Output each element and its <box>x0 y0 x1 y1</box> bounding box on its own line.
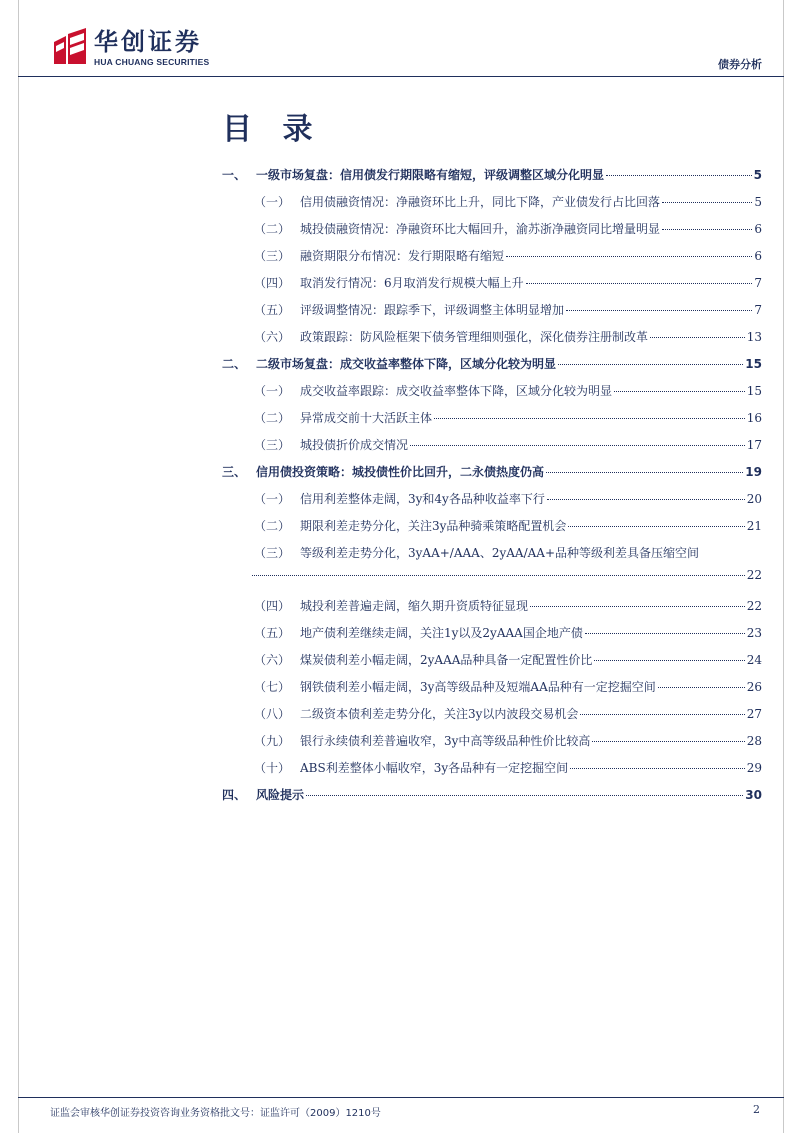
toc-entry-number: （六） <box>254 653 291 667</box>
toc-entry-title: 评级调整情况：跟踪季下，评级调整主体明显增加 <box>300 303 565 317</box>
toc-entry-page: 27 <box>746 707 762 721</box>
footer-divider <box>18 1097 784 1098</box>
toc-entry-page: 6 <box>754 249 762 263</box>
toc-entry-number: （六） <box>254 330 291 344</box>
page-title: 目 录 <box>222 112 323 147</box>
toc-entry-number: （八） <box>254 707 291 721</box>
toc-chapter[interactable] <box>222 355 762 373</box>
toc-entry-number: 四、 <box>222 788 247 802</box>
toc-entry-number: （三） <box>254 249 291 263</box>
toc-leader-dots <box>252 575 745 576</box>
toc-entry-page: 7 <box>754 276 762 290</box>
toc-entry-page: 6 <box>754 222 762 236</box>
toc-entry[interactable] <box>254 247 762 265</box>
toc-entry-number: （二） <box>254 222 291 236</box>
toc-entry-title: 二级市场复盘：成交收益率整体下降，区域分化较为明显 <box>256 357 557 371</box>
toc-leader-dots <box>594 660 744 661</box>
toc-entry[interactable] <box>254 274 762 292</box>
toc-entry-title: 城投债折价成交情况 <box>300 438 409 452</box>
toc-leader-dots <box>434 418 745 419</box>
toc-leader-dots <box>506 256 752 257</box>
toc-entry-page: 28 <box>746 734 762 748</box>
toc-entry-title: 一级市场复盘：信用债发行期限略有缩短，评级调整区域分化明显 <box>256 168 605 182</box>
toc-leader-dots <box>592 741 744 742</box>
toc-entry-number: （一） <box>254 492 291 506</box>
toc-leader-dots <box>546 472 743 473</box>
toc-leader-dots <box>585 633 745 634</box>
toc-chapter[interactable] <box>222 786 762 804</box>
toc-entry-page: 5 <box>753 168 762 182</box>
toc-entry-number: （五） <box>254 626 291 640</box>
toc-leader-dots <box>662 229 752 230</box>
toc-entry[interactable] <box>254 328 762 346</box>
toc-entry[interactable] <box>254 409 762 427</box>
toc-entry-number: （三） <box>254 438 291 452</box>
toc-entry-page: 24 <box>746 653 762 667</box>
toc-entry-title: 期限利差走势分化，关注3y品种骑乘策略配置机会 <box>300 519 567 533</box>
toc-entry[interactable] <box>254 705 762 723</box>
toc-entry-title: 风险提示 <box>256 788 305 802</box>
toc-leader-dots <box>547 499 745 500</box>
toc-chapter[interactable] <box>222 166 762 184</box>
toc-entry-number: （十） <box>254 761 291 775</box>
toc-entry-number: （四） <box>254 276 291 290</box>
toc-leader-dots <box>306 795 743 796</box>
toc-entry[interactable] <box>254 382 762 400</box>
toc-entry-page: 16 <box>746 411 762 425</box>
toc-entry-number: 一、 <box>222 168 247 182</box>
toc-entry-page: 13 <box>746 330 762 344</box>
toc-entry[interactable] <box>254 678 762 696</box>
toc-entry-title: 融资期限分布情况：发行期限略有缩短 <box>300 249 505 263</box>
toc-chapter[interactable] <box>222 463 762 481</box>
toc-entry-title: ABS利差整体小幅收窄，3y各品种有一定挖掘空间 <box>300 761 569 775</box>
toc-entry-title: 政策跟踪：防风险框架下债务管理细则强化，深化债券注册制改革 <box>300 330 649 344</box>
toc-entry-title: 异常成交前十大活跃主体 <box>300 411 433 425</box>
toc-entry-title: 城投债融资情况：净融资环比大幅回升，渝苏浙净融资同比增量明显 <box>300 222 661 236</box>
toc-entry-number: （七） <box>254 680 291 694</box>
toc-entry[interactable] <box>254 490 762 508</box>
report-section-tag: 债券分析 <box>718 58 762 71</box>
toc-entry-title: 成交收益率跟踪：成交收益率整体下降，区域分化较为明显 <box>300 384 613 398</box>
toc-leader-dots <box>614 391 745 392</box>
toc-leader-dots <box>658 687 745 688</box>
toc-entry-page: 23 <box>746 626 762 640</box>
toc-entry[interactable] <box>254 517 762 535</box>
toc-leader-dots <box>410 445 745 446</box>
toc-entry-title: 煤炭债利差小幅走阔，2yAAA品种具备一定配置性价比 <box>300 653 593 667</box>
toc-entry-page: 21 <box>746 519 762 533</box>
toc-entry-page: 17 <box>746 438 762 452</box>
toc-entry-page: 22 <box>746 599 762 613</box>
toc-entry-page: 15 <box>745 357 762 371</box>
toc-entry-title: 二级资本债利差走势分化，关注3y以内波段交易机会 <box>300 707 579 721</box>
toc-entry[interactable] <box>254 436 762 454</box>
logo-text-cn: 华创证券 <box>94 28 202 56</box>
toc-entry-number: 三、 <box>222 465 247 479</box>
toc-entry-page: 22 <box>746 568 762 582</box>
toc-entry-number: （五） <box>254 303 291 317</box>
toc-entry-number: （二） <box>254 519 291 533</box>
toc-leader-dots <box>662 202 752 203</box>
page-header <box>0 0 802 78</box>
toc-entry-title: 信用债投资策略：城投债性价比回升，二永债热度仍高 <box>256 465 545 479</box>
toc-entry[interactable] <box>254 544 762 562</box>
toc-entry-number: （三） <box>254 546 291 560</box>
toc-leader-dots <box>526 283 753 284</box>
toc-entry[interactable] <box>254 301 762 319</box>
logo-text-en: HUA CHUANG SECURITIES <box>94 57 210 67</box>
toc-leader-dots <box>580 714 744 715</box>
header-divider <box>18 76 784 77</box>
toc-entry-page: 5 <box>754 195 762 209</box>
footer-disclaimer: 证监会审核华创证券投资咨询业务资格批文号：证监许可（2009）1210号 <box>50 1108 381 1119</box>
toc-entry-number: （一） <box>254 195 291 209</box>
toc-entry-title: 地产债利差继续走阔，关注1y以及2yAAA国企地产债 <box>300 626 583 640</box>
toc-entry-continuation[interactable] <box>250 566 762 584</box>
toc-leader-dots <box>566 310 752 311</box>
toc-entry-page: 29 <box>746 761 762 775</box>
footer-page-number: 2 <box>753 1103 760 1116</box>
toc-entry-page: 30 <box>745 788 762 802</box>
toc-entry-number: （一） <box>254 384 291 398</box>
toc-entry-page: 26 <box>746 680 762 694</box>
toc-leader-dots <box>568 526 744 527</box>
toc-entry[interactable] <box>254 597 762 615</box>
toc-leader-dots <box>558 364 743 365</box>
toc-entry-title: 等级利差走势分化，3yAA+/AAA、2yAA/AA+品种等级利差具备压缩空间 <box>300 546 700 560</box>
toc-entry[interactable] <box>254 193 762 211</box>
toc-entry-title: 信用债融资情况：净融资环比上升，同比下降，产业债发行占比回落 <box>300 195 661 209</box>
toc-entry-page: 19 <box>745 465 762 479</box>
toc-leader-dots <box>606 175 752 176</box>
toc-entry[interactable] <box>254 651 762 669</box>
toc-entry-page: 7 <box>754 303 762 317</box>
toc-entry-title: 取消发行情况：6月取消发行规模大幅上升 <box>300 276 524 290</box>
toc-entry[interactable] <box>254 220 762 238</box>
toc-entry-title: 城投利差普遍走阔，缩久期升资质特征显现 <box>300 599 529 613</box>
huachuang-logo-icon <box>52 28 88 66</box>
toc-entry-title: 钢铁债利差小幅走阔，3y高等级品种及短端AA品种有一定挖掘空间 <box>300 680 656 694</box>
toc-entry-number: （九） <box>254 734 291 748</box>
toc-entry-number: （二） <box>254 411 291 425</box>
toc-entry-page: 20 <box>746 492 762 506</box>
toc-leader-dots <box>530 606 745 607</box>
toc-entry-page: 15 <box>746 384 762 398</box>
toc-entry-title: 信用利差整体走阔，3y和4y各品种收益率下行 <box>300 492 545 506</box>
toc-entry-number: 二、 <box>222 357 247 371</box>
toc-entry[interactable] <box>254 624 762 642</box>
toc-entry[interactable] <box>254 759 762 777</box>
toc-entry[interactable] <box>254 732 762 750</box>
toc-leader-dots <box>570 768 745 769</box>
toc-entry-number: （四） <box>254 599 291 613</box>
toc-entry-title: 银行永续债利差普遍收窄，3y中高等级品种性价比较高 <box>300 734 591 748</box>
toc-leader-dots <box>650 337 745 338</box>
